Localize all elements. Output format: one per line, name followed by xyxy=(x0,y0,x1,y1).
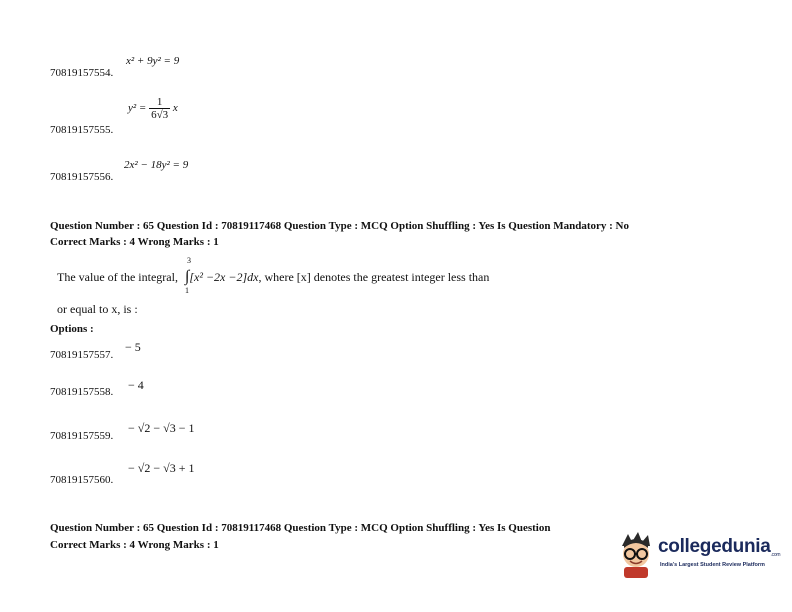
option-value: − √2 − √3 − 1 xyxy=(128,421,195,435)
option-id: 70819157554. xyxy=(50,67,114,79)
options-label: Options : xyxy=(50,323,94,335)
collegedunia-logo xyxy=(618,530,781,582)
logo-suffix: .com xyxy=(770,552,781,558)
logo-tagline: India's Largest Student Review Platform xyxy=(660,562,765,568)
question-text-before: The value of the integral, xyxy=(57,270,178,284)
mascot-icon xyxy=(618,530,656,578)
fraction-numerator: 1 xyxy=(156,96,163,108)
math-rhs: x xyxy=(172,102,178,115)
logo-name: collegedunia xyxy=(658,536,771,557)
integral-lower-limit: 1 xyxy=(184,286,189,295)
option-math: x² + 9y² = 9 xyxy=(126,55,180,67)
integral-sign-icon: ∫ xyxy=(184,268,190,285)
option-value: − 4 xyxy=(128,378,144,392)
math-lhs: y² = xyxy=(128,102,147,115)
question-header: Question Number : 65 Question Id : 70819117468 Question Type : MCQ Option Shuffling : Yes Is Question Mandatory : No xyxy=(50,220,629,232)
fraction-denominator: 6√3 xyxy=(151,109,169,121)
marks-line: Correct Marks : 4 Wrong Marks : 1 xyxy=(50,539,219,551)
question-header: Question Number : 65 Question Id : 70819117468 Question Type : MCQ Option Shuffling : Yes Is Question xyxy=(50,522,551,534)
option-math xyxy=(128,96,178,121)
integral xyxy=(184,256,191,295)
option-id: 70819157558. xyxy=(50,386,114,398)
option-id: 70819157559. xyxy=(50,430,114,442)
option-value: − 5 xyxy=(125,340,141,354)
integral-upper-limit: 3 xyxy=(186,256,191,265)
question-text-after: , where [x] denotes the greatest integer less than xyxy=(258,270,490,284)
option-id: 70819157557. xyxy=(50,349,114,361)
option-id: 70819157556. xyxy=(50,171,114,183)
option-id: 70819157555. xyxy=(50,124,114,136)
question-text-line2: or equal to x, is : xyxy=(57,302,138,316)
option-id: 70819157560. xyxy=(50,474,114,486)
integrand: [x² −2x −2]dx xyxy=(189,270,259,284)
fraction xyxy=(149,96,170,121)
marks-line: Correct Marks : 4 Wrong Marks : 1 xyxy=(50,236,219,248)
question-text xyxy=(57,256,490,295)
option-value: − √2 − √3 + 1 xyxy=(128,461,195,475)
option-math: 2x² − 18y² = 9 xyxy=(124,159,189,171)
